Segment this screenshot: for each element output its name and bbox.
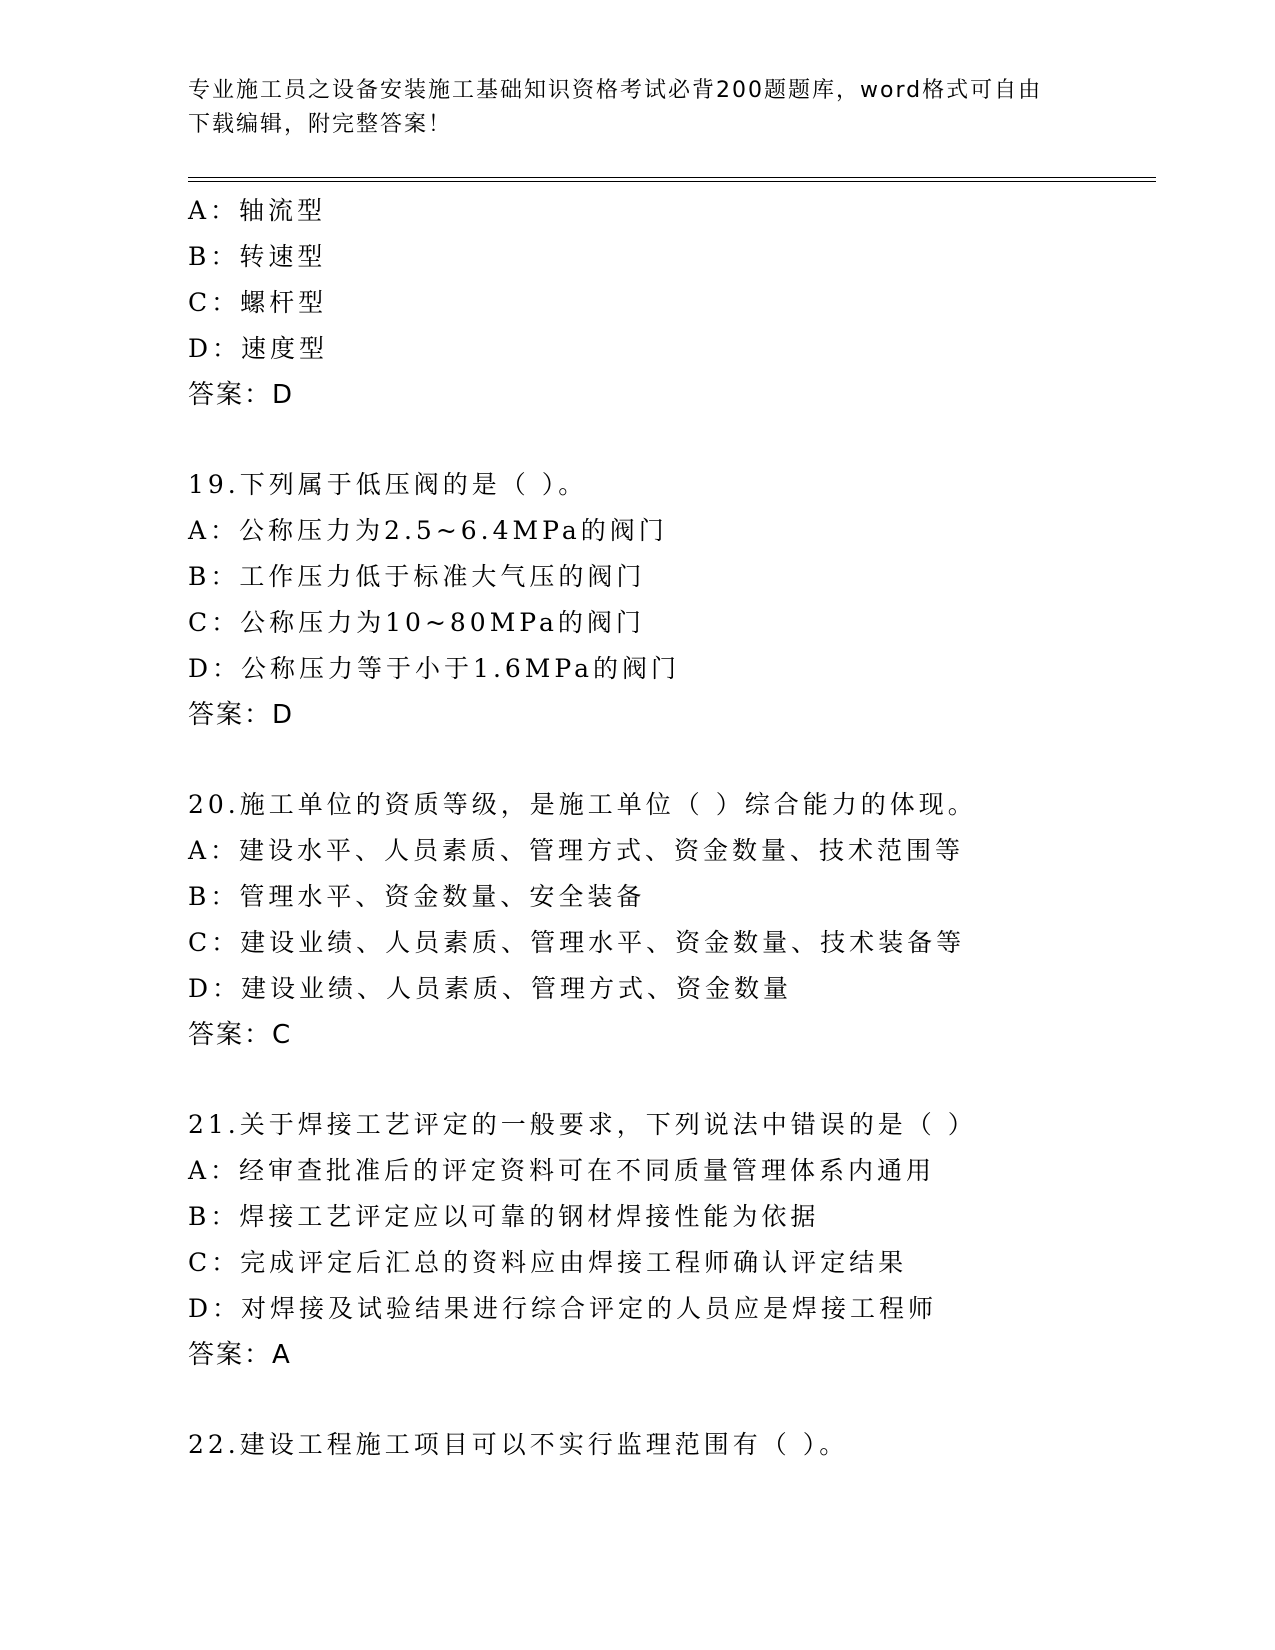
question-block [188, 1422, 1148, 1468]
option-b: B：管理水平、资金数量、安全装备 [188, 882, 646, 911]
answer-line: 答案：D [188, 700, 295, 730]
option-b: B：转速型 [188, 242, 327, 271]
question-list [188, 188, 1148, 1468]
header-line-1: 专业施工员之设备安装施工基础知识资格考试必背200题题库，word格式可自由 [188, 78, 1043, 103]
option-a: A：经审查批准后的评定资料可在不同质量管理体系内通用 [188, 1156, 936, 1185]
question-block [188, 188, 1148, 418]
option-c: C：螺杆型 [188, 288, 328, 317]
answer-line: 答案：D [188, 380, 295, 410]
question-block [188, 462, 1148, 738]
header-line-2: 下载编辑，附完整答案！ [188, 112, 453, 137]
option-d: D：对焊接及试验结果进行综合评定的人员应是焊接工程师 [188, 1294, 938, 1323]
document-header [188, 74, 1068, 142]
option-a: A：公称压力为2.5~6.4MPa的阀门 [188, 516, 668, 545]
question-text: 19.下列属于低压阀的是（ ）。 [188, 470, 588, 499]
question-block [188, 1102, 1148, 1378]
question-text: 21.关于焊接工艺评定的一般要求，下列说法中错误的是（ ） [188, 1110, 977, 1139]
option-d: D：建设业绩、人员素质、管理方式、资金数量 [188, 974, 793, 1003]
option-c: C：完成评定后汇总的资料应由焊接工程师确认评定结果 [188, 1248, 908, 1277]
answer-line: 答案：C [188, 1020, 293, 1050]
option-b: B：工作压力低于标准大气压的阀门 [188, 562, 646, 591]
question-text: 22.建设工程施工项目可以不实行监理范围有（ ）。 [188, 1430, 849, 1459]
header-double-rule [188, 177, 1156, 182]
option-a: A：轴流型 [188, 196, 327, 225]
option-a: A：建设水平、人员素质、管理方式、资金数量、技术范围等 [188, 836, 965, 865]
question-text: 20.施工单位的资质等级，是施工单位（ ）综合能力的体现。 [188, 790, 977, 819]
answer-line: 答案：A [188, 1340, 292, 1370]
option-c: C：公称压力为10~80MPa的阀门 [188, 608, 645, 637]
option-d: D：速度型 [188, 334, 329, 363]
option-d: D：公称压力等于小于1.6MPa的阀门 [188, 654, 681, 683]
option-b: B：焊接工艺评定应以可靠的钢材焊接性能为依据 [188, 1202, 820, 1231]
option-c: C：建设业绩、人员素质、管理水平、资金数量、技术装备等 [188, 928, 966, 957]
question-block [188, 782, 1148, 1058]
